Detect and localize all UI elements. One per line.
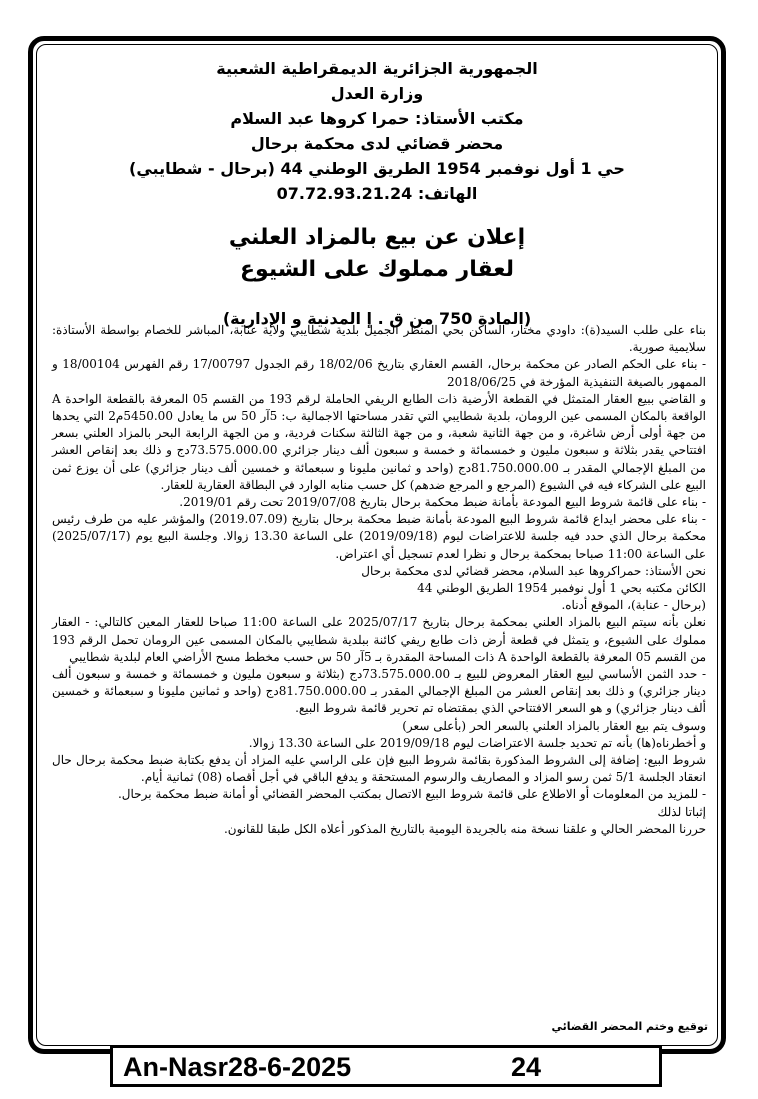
republic-title: الجمهورية الجزائرية الديمقراطية الشعبية: [216, 59, 538, 78]
paragraph: (برحال - عنابة)، الموقع أدناه.: [561, 598, 706, 613]
paragraph: وسوف يتم بيع العقار بالمزاد العلني بالسعر الحر (بأعلى سعر): [402, 718, 706, 733]
paragraph: الكائن مكتبه بحي 1 أول نوفمبر 1954 الطريق الوطني 44: [417, 581, 706, 596]
paragraph: نعلن بأنه سيتم البيع بالمزاد العلني بمحكمة برحال بتاريخ 2025/07/17 على الساعة 11:00 صباحا للعقار المعين كالتالي: - العقار مملوك على الشيوع، و يتمثل في قطعة أرض ذات طابع ريفي كائنة ببلدية شطايبي بالمكان المسمى عين الرومان تحمل الرقم 193 من القسم 05 المعرفة بالقطعة الواحدة A ذات المساحة المقدرة بـ 5آر 50 س حسب مخطط مسح الأراضي العام لبلدية شطايبي: [52, 615, 707, 664]
paragraph: - بناء على قائمة شروط البيع المودعة بأمانة ضبط محكمة برحال بتاريخ 2019/07/08 تحت رقم 2019/01.: [179, 495, 706, 510]
office-phone: الهاتف: 07.72.93.21.24: [276, 184, 478, 203]
paragraph: حررنا المحضر الحالي و علقنا نسخة منه بالجريدة اليومية بالتاريخ المذكور أعلاه الكل طبقا للقانون.: [223, 821, 706, 836]
legal-article: (المادة 750 من ق . إ المدنية و الإدارية): [222, 309, 532, 328]
announcement-line-1: إعلان عن بيع بالمزاد العلني: [228, 225, 526, 250]
office-title: مكتب الأستاذ: حمرا كروها عبد السلام: [230, 109, 524, 128]
paragraph: - للمزيد من المعلومات أو الاطلاع على قائمة شروط البيع الاتصال بمكتب المحضر القضائي أو أمانة ضبط محكمة برحال.: [117, 787, 706, 802]
bailiff-title: محضر قضائي لدى محكمة برحال: [250, 134, 504, 153]
newspaper-date: An-Nasr28-6-2025: [123, 1052, 352, 1082]
office-address: حي 1 أول نوفمبر 1954 الطريق الوطني 44 (برحال - شطايبي): [129, 159, 625, 178]
paragraph: - بناء على الحكم الصادر عن محكمة برحال، القسم العقاري بتاريخ 18/02/06 رقم الجدول 17/00797 رقم الفهرس 18/00104 و الممهور بالصيغة التنفيذية المؤرخة في 2018/06/25: [52, 357, 707, 389]
announcement-title: [40, 222, 714, 286]
notice-body: [52, 322, 706, 838]
announcement-line-2: لعقار مملوك على الشيوع: [240, 257, 514, 282]
paragraph: شروط البيع: إضافة إلى الشروط المذكورة بقائمة شروط البيع فإن على الراسي عليه المزاد أن يدفع بكتابة ضبط محكمة برحال حال انعقاد الجلسة 5/1 ثمن رسو المزاد و المصاريف والرسوم المستحقة و يدفع الباقي في أجل أقصاه (08) ثمانية أيام.: [52, 753, 706, 785]
page-number: 24: [511, 1052, 542, 1082]
notice-header: [40, 56, 714, 330]
paragraph: - بناء على محضر ايداع قائمة شروط البيع المودعة بأمانة ضبط محكمة برحال بتاريخ (2019.07.09) والمؤشر عليه من طرف رئيس محكمة برحال الذي حدد فيه جلسة للاعتراضات ليوم (2019/09/18) على الساعة 13.30 زوالا. وجلسة البيع يوم (2025/07/17) على الساعة 11:00 صباحا بمحكمة برحال و نظرا لعدم تسجيل أي اعتراض.: [52, 512, 706, 561]
paragraph: و أخطرناه(ها) بأنه تم تحديد جلسة الاعتراضات ليوم 2019/09/18 على الساعة 13.30 زوالا.: [248, 735, 706, 750]
paragraph: - حدد الثمن الأساسي لبيع العقار المعروض للبيع بـ 73.575.000.00دج (بثلاثة و سبعون مليون و خمسمائة و خمسة و سبعون ألف دينار جزائري) و ذلك بعد إنقاص العشر من المبلغ الإجمالي المقدر بـ 81.750.000.00دج (واحد و ثمانين مليونا و سبعمائة و خمسين ألف دينار جزائري) و هو السعر الافتتاحي الذي بمقتضاه تم تحرير قائمة شروط البيع.: [52, 667, 707, 716]
newspaper-footer: [110, 1045, 662, 1087]
signature-label: توقيع وختم المحضر القضائي: [551, 1020, 708, 1033]
paragraph: بناء على طلب السيد(ة): داودي مختار، الساكن بحي المنظر الجميل بلدية شطايبي ولاية عنابة، المباشر للخصام بواسطة الأستاذة: سلايمية صورية.: [52, 323, 706, 355]
paragraph: و القاضي ببيع العقار المتمثل في القطعة الأرضية ذات الطابع الريفي الحاملة لرقم 193 من القسم 05 المعرفة بالقطعة الواحدة A الواقعة بالمكان المسمى عين الرومان، بلدية شطايبي التي تقدر مساحتها الاجمالية ب: 5آر 50 س ما يعادل 5450.00م2 التي يحدها من جهة أولى أرض شاغرة، و من جهة الثانية شعبة، و من جهة الثالثة سكنات فردية، و من الجهة الرابعة البحر بالمزاد العلني بسعر افتتاحي يقدر بثلاثة و سبعون مليون و خمسمائة و خمسة و سبعون ألف دينار جزائري 73.575.000.00دج و ذلك بعد إنقاص العشر من المبلغ الإجمالي المقدر بـ 81.750.000.00دج (واحد و ثمانين مليونا و سبعمائة و خمسين ألف دينار جزائري) على أن يوزع ثمن البيع على الشركاء فيه في الشيوع (المرجع و المرجع ضدهم) كل حسب منابه الوارد في البطاقة العقارية للعقار.: [52, 391, 706, 492]
ministry-title: وزارة العدل: [330, 84, 424, 103]
paragraph: إثباتا لذلك: [657, 804, 706, 819]
paragraph: نحن الأستاذ: حمراكروها عبد السلام، محضر قضائي لدى محكمة برحال: [361, 563, 706, 578]
